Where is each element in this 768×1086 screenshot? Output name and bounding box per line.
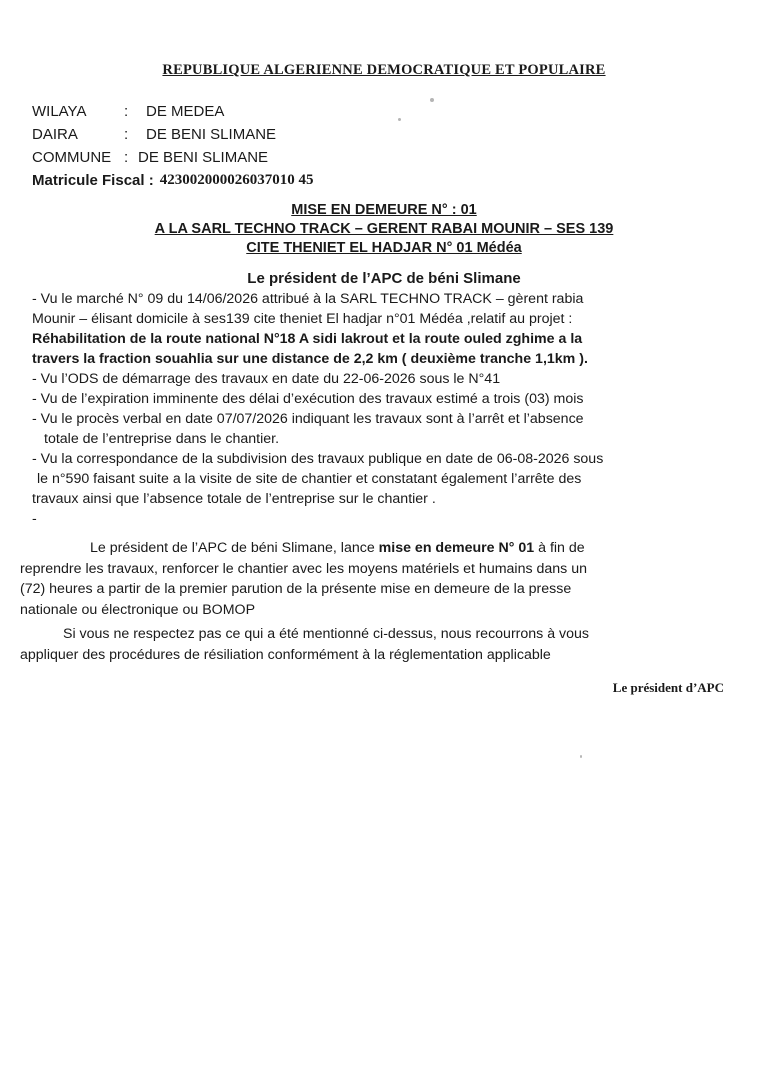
commune-row (32, 146, 313, 169)
matricule-value: 423002000026037010 45 (159, 172, 314, 188)
daira-label: DAIRA (32, 126, 78, 143)
item-line: - Vu le marché N° 09 du 14/06/2026 attribué à la SARL TECHNO TRACK – gèrent rabia (32, 291, 584, 307)
warning-paragraph (20, 624, 725, 665)
notice-heading (0, 201, 768, 258)
matricule-label: Matricule Fiscal : (32, 172, 154, 189)
separator: : (124, 126, 129, 143)
separator: : (124, 149, 129, 166)
notice-number: MISE EN DEMEURE N° : 01 (291, 202, 477, 218)
item-line: - Vu la correspondance de la subdivision des travaux publique en date de 06-08-2026 sous (32, 451, 604, 467)
wilaya-label: WILAYA (32, 103, 87, 120)
scan-speck (398, 118, 401, 121)
paragraph-line (20, 538, 725, 559)
item-line: Mounir – élisant domicile à ses139 cite theniet El hadjar n°01 Médéa ,relatif au projet : (32, 311, 573, 327)
notice-paragraph (20, 538, 725, 620)
scan-speck (580, 755, 582, 758)
item-line: le n°590 faisant suite a la visite de site de chantier et constatant également l’arrête des (37, 471, 582, 487)
considerations-list (32, 289, 732, 529)
item-line: - Vu de l’expiration imminente des délai d’exécution des travaux estimé a trois (03) mois (32, 391, 584, 407)
scan-speck (430, 98, 434, 102)
administrative-block (32, 100, 313, 192)
item-line: travaux ainsi que l’absence totale de l’entreprise sur le chantier . (32, 491, 436, 507)
republic-header: REPUBLIQUE ALGERIENNE DEMOCRATIQUE ET POPULAIRE (162, 62, 606, 78)
separator: : (124, 103, 129, 120)
signature: Le président d’APC (612, 680, 724, 695)
paragraph-line: nationale ou électronique ou BOMOP (20, 601, 256, 618)
commune-label: COMMUNE (32, 149, 112, 166)
item-line: - (32, 511, 37, 527)
president-title: Le président de l’APC de béni Slimane (247, 270, 521, 287)
notice-reference: mise en demeure N° 01 (378, 540, 535, 556)
paragraph-line: (72) heures a partir de la premier parution de la présente mise en demeure de la presse (20, 581, 572, 597)
commune-value: DE BENI SLIMANE (138, 149, 269, 166)
daira-row (32, 123, 313, 146)
daira-value: DE BENI SLIMANE (146, 126, 277, 143)
item-line: totale de l’entreprise dans le chantier. (44, 431, 280, 447)
paragraph-line: reprendre les travaux, renforcer le chantier avec les moyens matériels et humains dans un (20, 560, 587, 577)
wilaya-value: DE MEDEA (146, 103, 225, 120)
paragraph-text: à fin de (534, 540, 585, 556)
project-title: Réhabilitation de la route national N°18 A sidi lakrout et la route ouled zghime a la (32, 331, 583, 347)
notice-recipient: A LA SARL TECHNO TRACK – GERENT RABAI MOUNIR – SES 139 (154, 221, 614, 237)
item-line: - Vu l’ODS de démarrage des travaux en date du 22-06-2026 sous le N°41 (32, 371, 501, 387)
notice-address: CITE THENIET EL HADJAR N° 01 Médéa (246, 240, 522, 256)
paragraph-line: appliquer des procédures de résiliation conformément à la réglementation applicable (20, 646, 551, 663)
wilaya-row (32, 100, 313, 123)
paragraph-line: Si vous ne respectez pas ce qui a été mentionné ci-dessus, nous recourrons à vous (63, 626, 590, 642)
paragraph-text: Le président de l’APC de béni Slimane, lance (90, 540, 379, 556)
item-line: - Vu le procès verbal en date 07/07/2026 indiquant les travaux sont à l’arrêt et l’absence (32, 411, 584, 427)
matricule-row (32, 169, 313, 192)
project-title: travers la fraction souahlia sur une distance de 2,2 km ( deuxième tranche 1,1km ). (32, 351, 588, 367)
